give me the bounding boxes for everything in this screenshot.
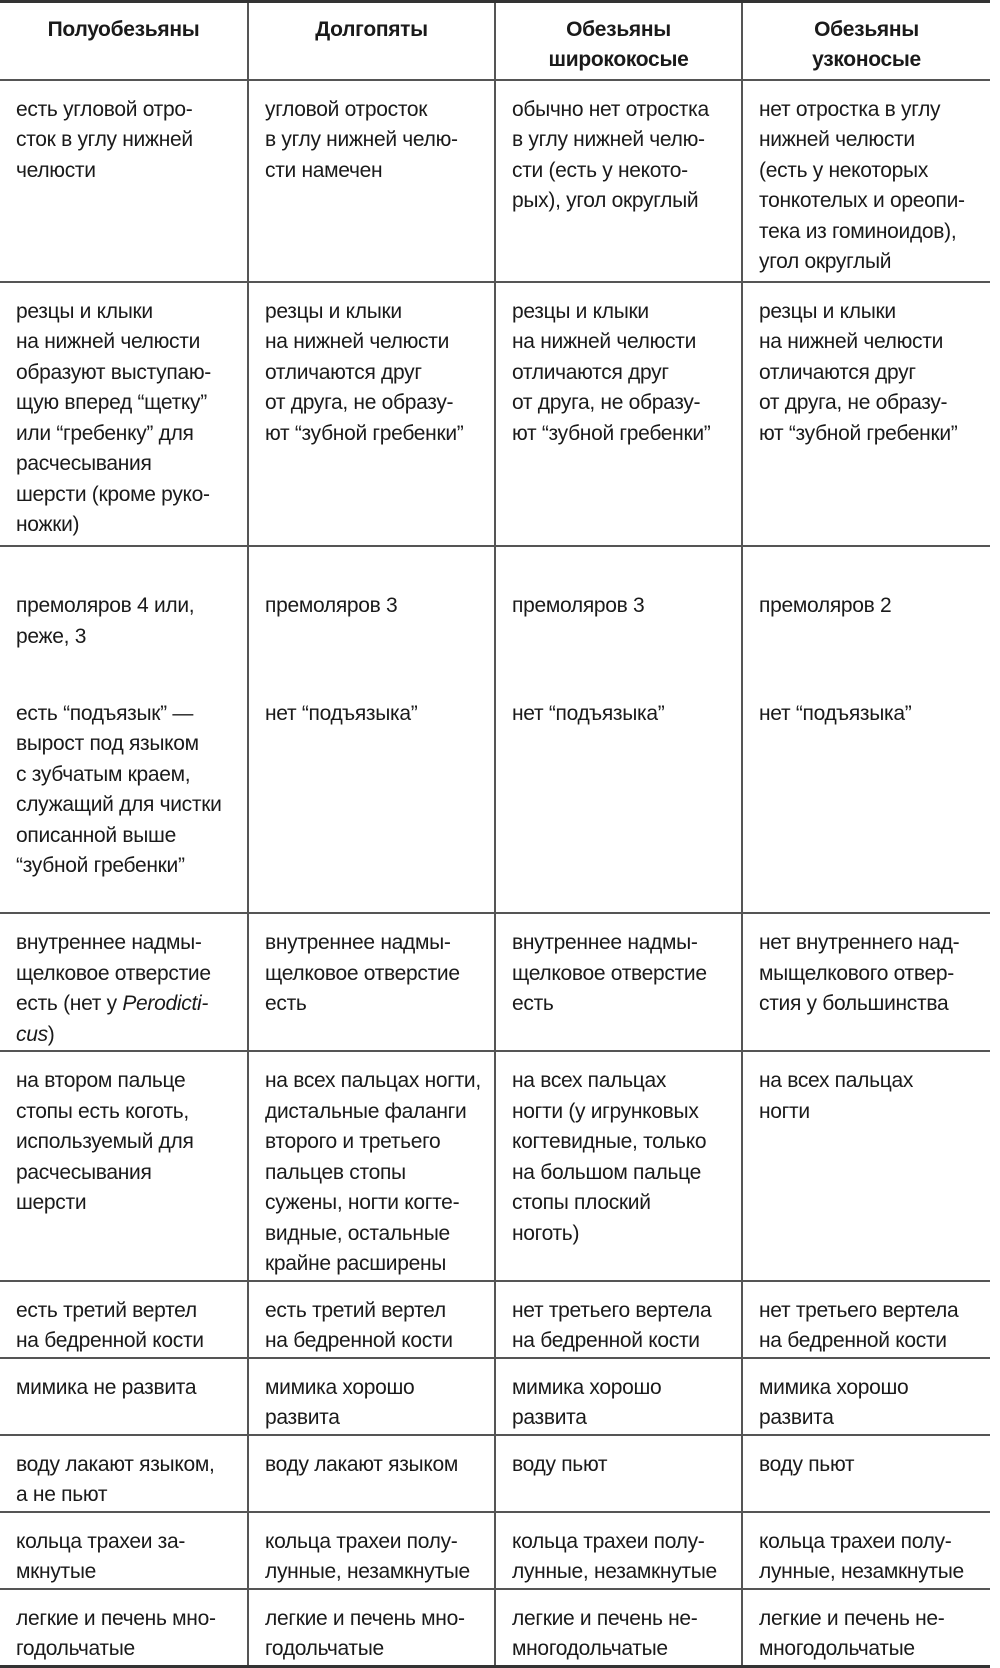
- table-cell: воду лакают языком, а не пьют: [0, 1435, 248, 1512]
- table-row: [0, 282, 990, 546]
- premolar-text: премоляров 3: [512, 594, 645, 617]
- table-row: [0, 1051, 990, 1281]
- premolar-text: премоляров 2: [759, 594, 892, 617]
- sublingua-text: есть “подъязык” — вырост под языком с зубчатым краем, служащий для чистки описанной выше “зубной гребенки”: [16, 701, 222, 877]
- table-cell: мимика не развита: [0, 1358, 248, 1435]
- sublingua-text: нет “подъязыка”: [265, 702, 418, 725]
- table-row: [0, 1358, 990, 1435]
- table-cell: есть угловой отро- сток в углу нижней челюсти: [0, 80, 248, 282]
- table-row: [0, 913, 990, 1051]
- table-cell: легкие и печень не- многодольчатые: [742, 1589, 990, 1667]
- table-cell: нет отростка в углу нижней челюсти (есть у некоторых тонкотелых и ореопи- тека из гоминоидов), угол округлый: [742, 80, 990, 282]
- table-cell: есть третий вертел на бедренной кости: [0, 1281, 248, 1358]
- table-cell: есть третий вертел на бедренной кости: [248, 1281, 495, 1358]
- premolar-text: премоляров 4 или, реже, 3: [16, 594, 195, 648]
- table-cell: воду пьют: [495, 1435, 742, 1512]
- table-cell: [248, 546, 495, 914]
- table-cell: [0, 546, 248, 914]
- header-cell: Полуобезьяны: [0, 2, 248, 80]
- table-cell: кольца трахеи полу- лунные, незамкнутые: [495, 1512, 742, 1589]
- table-cell: внутреннее надмы- щелковое отверстие есть: [495, 913, 742, 1051]
- table-row: [0, 546, 990, 914]
- cell-text-suffix: ): [47, 1022, 55, 1046]
- table-cell: кольца трахеи за- мкнутые: [0, 1512, 248, 1589]
- table-cell: кольца трахеи полу- лунные, незамкнутые: [248, 1512, 495, 1589]
- sublingua-text: нет “подъязыка”: [759, 702, 912, 725]
- table-cell: на всех пальцах ногти, дистальные фаланги второго и третьего пальцев стопы сужены, ногти когте- видные, остальные крайне расширены: [248, 1051, 495, 1281]
- table-cell: мимика хорошо развита: [495, 1358, 742, 1435]
- table-cell: воду пьют: [742, 1435, 990, 1512]
- table-cell: [495, 546, 742, 914]
- genus-name: Perodicti- cus: [16, 992, 209, 1046]
- table-cell: на всех пальцах ногти: [742, 1051, 990, 1281]
- table-cell: легкие и печень мно- годольчатые: [0, 1589, 248, 1667]
- premolar-text: премоляров 3: [265, 594, 398, 617]
- table-cell: [0, 913, 248, 1051]
- table-cell: резцы и клыки на нижней челюсти отличаются друг от друга, не образу- ют “зубной гребенки”: [742, 282, 990, 546]
- table-cell: воду лакают языком: [248, 1435, 495, 1512]
- table-cell: нет третьего вертела на бедренной кости: [495, 1281, 742, 1358]
- sublingua-text: нет “подъязыка”: [512, 702, 665, 725]
- cell-text: внутреннее надмы- щелковое отверстие есть (нет у: [16, 931, 211, 1015]
- table-cell: мимика хорошо развита: [248, 1358, 495, 1435]
- table-cell: резцы и клыки на нижней челюсти отличаются друг от друга, не образу- ют “зубной гребенки”: [248, 282, 495, 546]
- header-cell: Обезьяны узконосые: [742, 2, 990, 80]
- table-cell: на втором пальце стопы есть коготь, используемый для расчесывания шерсти: [0, 1051, 248, 1281]
- table-cell: резцы и клыки на нижней челюсти отличаются друг от друга, не образу- ют “зубной гребенки”: [495, 282, 742, 546]
- table-cell: легкие и печень мно- годольчатые: [248, 1589, 495, 1667]
- table-cell: кольца трахеи полу- лунные, незамкнутые: [742, 1512, 990, 1589]
- table-cell: внутреннее надмы- щелковое отверстие есть: [248, 913, 495, 1051]
- table-cell: легкие и печень не- многодольчатые: [495, 1589, 742, 1667]
- header-cell: Обезьяны ширококосые: [495, 2, 742, 80]
- table-cell: обычно нет отростка в углу нижней челю- сти (есть у некото- рых), угол округлый: [495, 80, 742, 282]
- table-row: [0, 1512, 990, 1589]
- table-row: [0, 1435, 990, 1512]
- table-cell: нет третьего вертела на бедренной кости: [742, 1281, 990, 1358]
- header-cell: Долгопяты: [248, 2, 495, 80]
- table-cell: угловой отросток в углу нижней челю- сти намечен: [248, 80, 495, 282]
- table-cell: мимика хорошо развита: [742, 1358, 990, 1435]
- table-row: [0, 1589, 990, 1667]
- table-cell: нет внутреннего над- мыщелкового отвер- стия у большинства: [742, 913, 990, 1051]
- table-cell: на всех пальцах ногти (у игрунковых когтевидные, только на большом пальце стопы плоский ноготь): [495, 1051, 742, 1281]
- table-cell: резцы и клыки на нижней челюсти образуют выступаю- щую вперед “щетку” или “гребенку” для расчесывания шерсти (кроме руко- ножки): [0, 282, 248, 546]
- table-row: [0, 80, 990, 282]
- table-row: [0, 1281, 990, 1358]
- header-row: [0, 2, 990, 80]
- table-cell: [742, 546, 990, 914]
